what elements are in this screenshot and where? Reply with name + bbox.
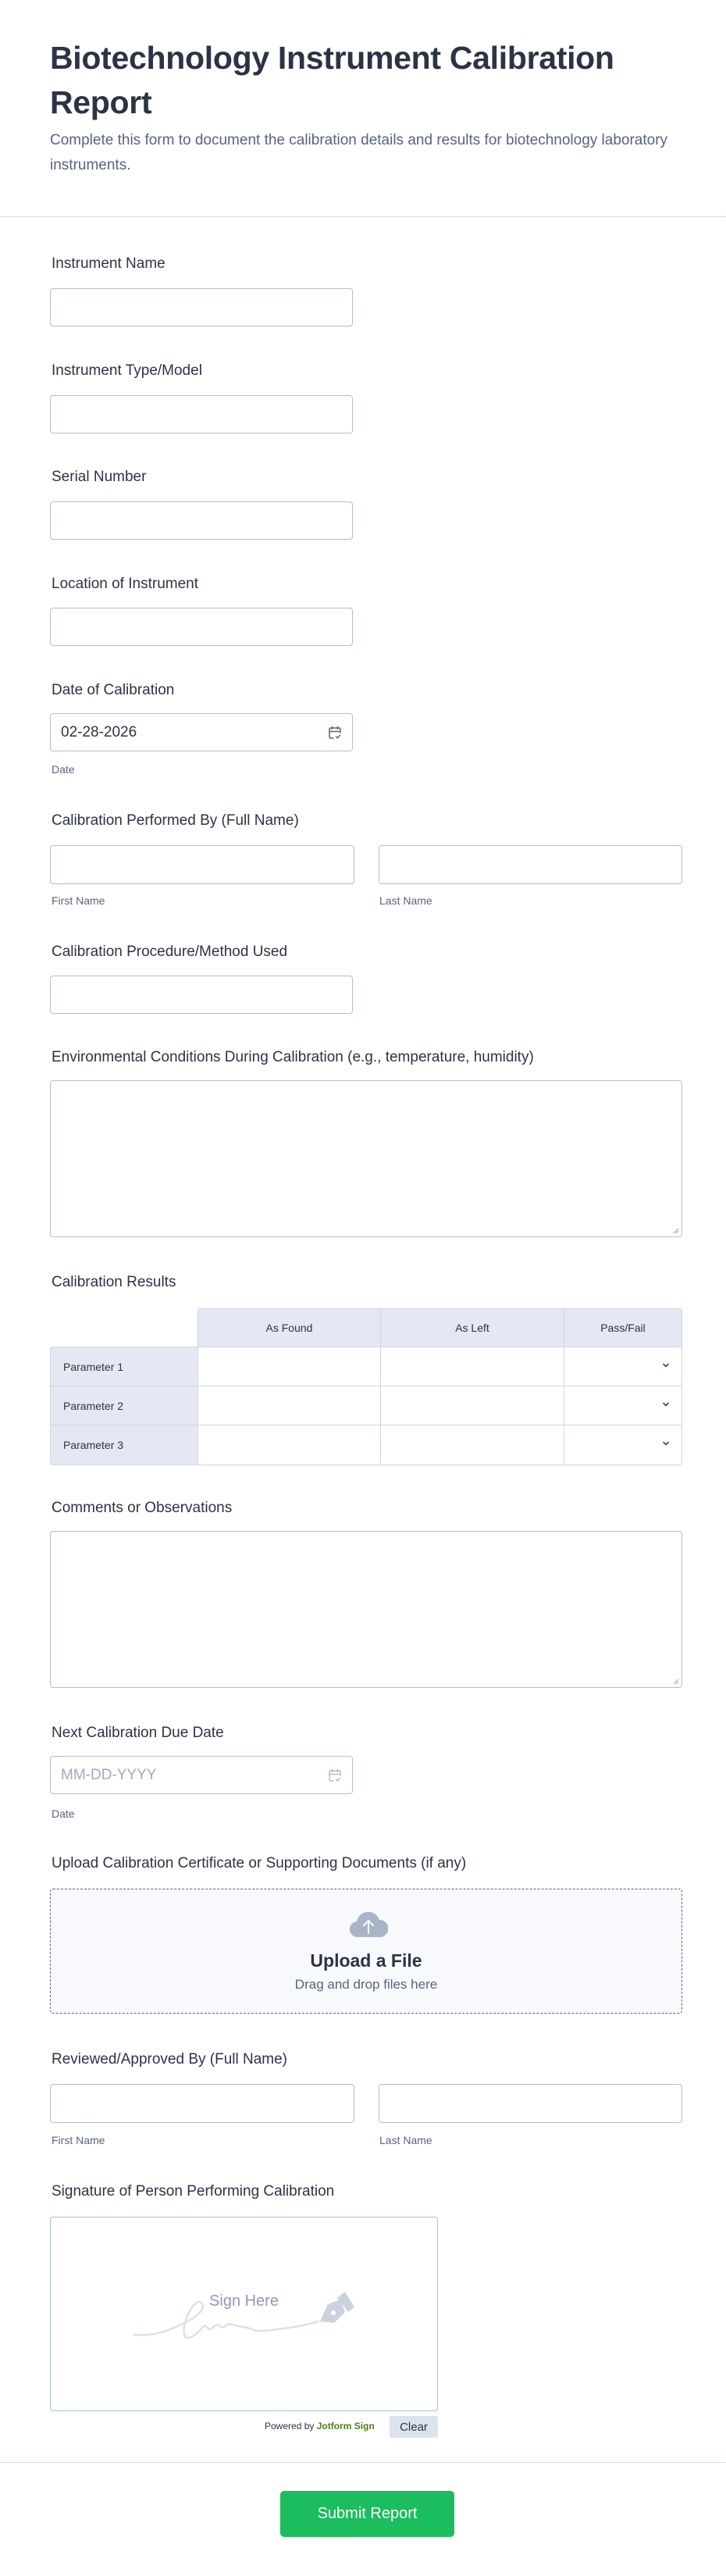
page-subtitle: Complete this form to document the calibration details and results for biotechnology laboratory instruments.	[50, 132, 668, 173]
sign-here-text: Sign Here	[209, 2292, 279, 2310]
comments-label: Comments or Observations	[52, 1500, 233, 1516]
upload-label: Upload Calibration Certificate or Supporting Documents (if any)	[52, 1855, 467, 1871]
file-upload-dropzone[interactable]	[50, 1889, 682, 2014]
serial-number-label: Serial Number	[52, 469, 147, 485]
row-label-parameter-1: Parameter 1	[50, 1347, 198, 1386]
calibration-date-label: Date of Calibration	[52, 682, 175, 698]
procedure-label: Calibration Procedure/Method Used	[52, 944, 288, 960]
chevron-down-icon	[661, 1400, 671, 1409]
instrument-type-input[interactable]	[50, 395, 353, 433]
parameter-2-as-left-input[interactable]	[380, 1386, 564, 1425]
signature-label: Signature of Person Performing Calibration	[52, 2183, 335, 2200]
reviewed-by-last-name-sublabel: Last Name	[379, 2134, 432, 2146]
calendar-icon[interactable]	[327, 1768, 343, 1783]
parameter-2-pass-fail-select[interactable]	[564, 1386, 682, 1425]
next-due-label: Next Calibration Due Date	[52, 1725, 224, 1741]
instrument-name-label: Instrument Name	[52, 255, 165, 272]
calibration-date-input[interactable]: 02-28-2026	[50, 713, 353, 751]
row-label-parameter-2: Parameter 2	[50, 1386, 198, 1425]
performed-by-first-name-input[interactable]	[50, 845, 354, 884]
jotform-sign-brand[interactable]: Jotform Sign	[316, 2421, 375, 2432]
page-title: Biotechnology Instrument Calibration Report	[50, 40, 614, 120]
upload-subtitle: Drag and drop files here	[294, 1977, 438, 1992]
parameter-1-pass-fail-select[interactable]	[564, 1347, 682, 1386]
calendar-icon[interactable]	[327, 725, 343, 740]
header-divider	[0, 216, 726, 217]
comments-textarea[interactable]	[50, 1531, 682, 1688]
performed-by-last-name-sublabel: Last Name	[379, 894, 432, 907]
environment-textarea[interactable]	[50, 1080, 682, 1237]
calibration-results-label: Calibration Results	[52, 1274, 176, 1290]
parameter-1-as-left-input[interactable]	[380, 1347, 564, 1386]
parameter-3-pass-fail-select[interactable]	[564, 1425, 682, 1465]
resize-grip-icon[interactable]	[671, 1226, 679, 1234]
next-due-sublabel: Date	[52, 1807, 75, 1820]
submit-report-button[interactable]: Submit Report	[280, 2491, 454, 2537]
instrument-type-label: Instrument Type/Model	[52, 362, 202, 379]
chevron-down-icon	[661, 1361, 671, 1370]
instrument-name-input[interactable]	[50, 288, 353, 326]
calibration-date-sublabel: Date	[52, 763, 75, 776]
column-header-as-found: As Found	[198, 1308, 381, 1347]
next-due-date-input[interactable]: MM-DD-YYYY	[50, 1756, 353, 1794]
serial-number-input[interactable]	[50, 501, 353, 540]
chevron-down-icon	[661, 1439, 671, 1448]
resize-grip-icon[interactable]	[671, 1677, 679, 1685]
performed-by-label: Calibration Performed By (Full Name)	[52, 812, 299, 829]
procedure-input[interactable]	[50, 976, 353, 1014]
reviewed-by-last-name-input[interactable]	[379, 2084, 682, 2123]
parameter-3-as-found-input[interactable]	[198, 1425, 381, 1465]
footer-divider	[0, 2462, 726, 2463]
performed-by-first-name-sublabel: First Name	[52, 894, 105, 907]
upload-title: Upload a File	[310, 1950, 422, 1971]
calibration-results-table	[50, 1308, 682, 1465]
location-input[interactable]	[50, 608, 353, 646]
performed-by-last-name-input[interactable]	[379, 845, 682, 884]
cloud-upload-icon	[349, 1909, 388, 1939]
location-label: Location of Instrument	[52, 576, 198, 592]
signature-pad[interactable]	[50, 2217, 438, 2411]
reviewed-by-first-name-sublabel: First Name	[52, 2134, 105, 2146]
powered-by-jotform-sign: Powered by Jotform Sign	[265, 2421, 375, 2432]
reviewed-by-first-name-input[interactable]	[50, 2084, 354, 2123]
signature-clear-button[interactable]: Clear	[390, 2416, 438, 2438]
parameter-3-as-left-input[interactable]	[380, 1425, 564, 1465]
parameter-1-as-found-input[interactable]	[198, 1347, 381, 1386]
row-label-parameter-3: Parameter 3	[50, 1425, 198, 1465]
column-header-pass-fail: Pass/Fail	[564, 1308, 682, 1347]
column-header-as-left: As Left	[380, 1308, 564, 1347]
parameter-2-as-found-input[interactable]	[198, 1386, 381, 1425]
reviewed-by-label: Reviewed/Approved By (Full Name)	[52, 2051, 288, 2068]
environment-label: Environmental Conditions During Calibration (e.g., temperature, humidity)	[52, 1049, 534, 1065]
